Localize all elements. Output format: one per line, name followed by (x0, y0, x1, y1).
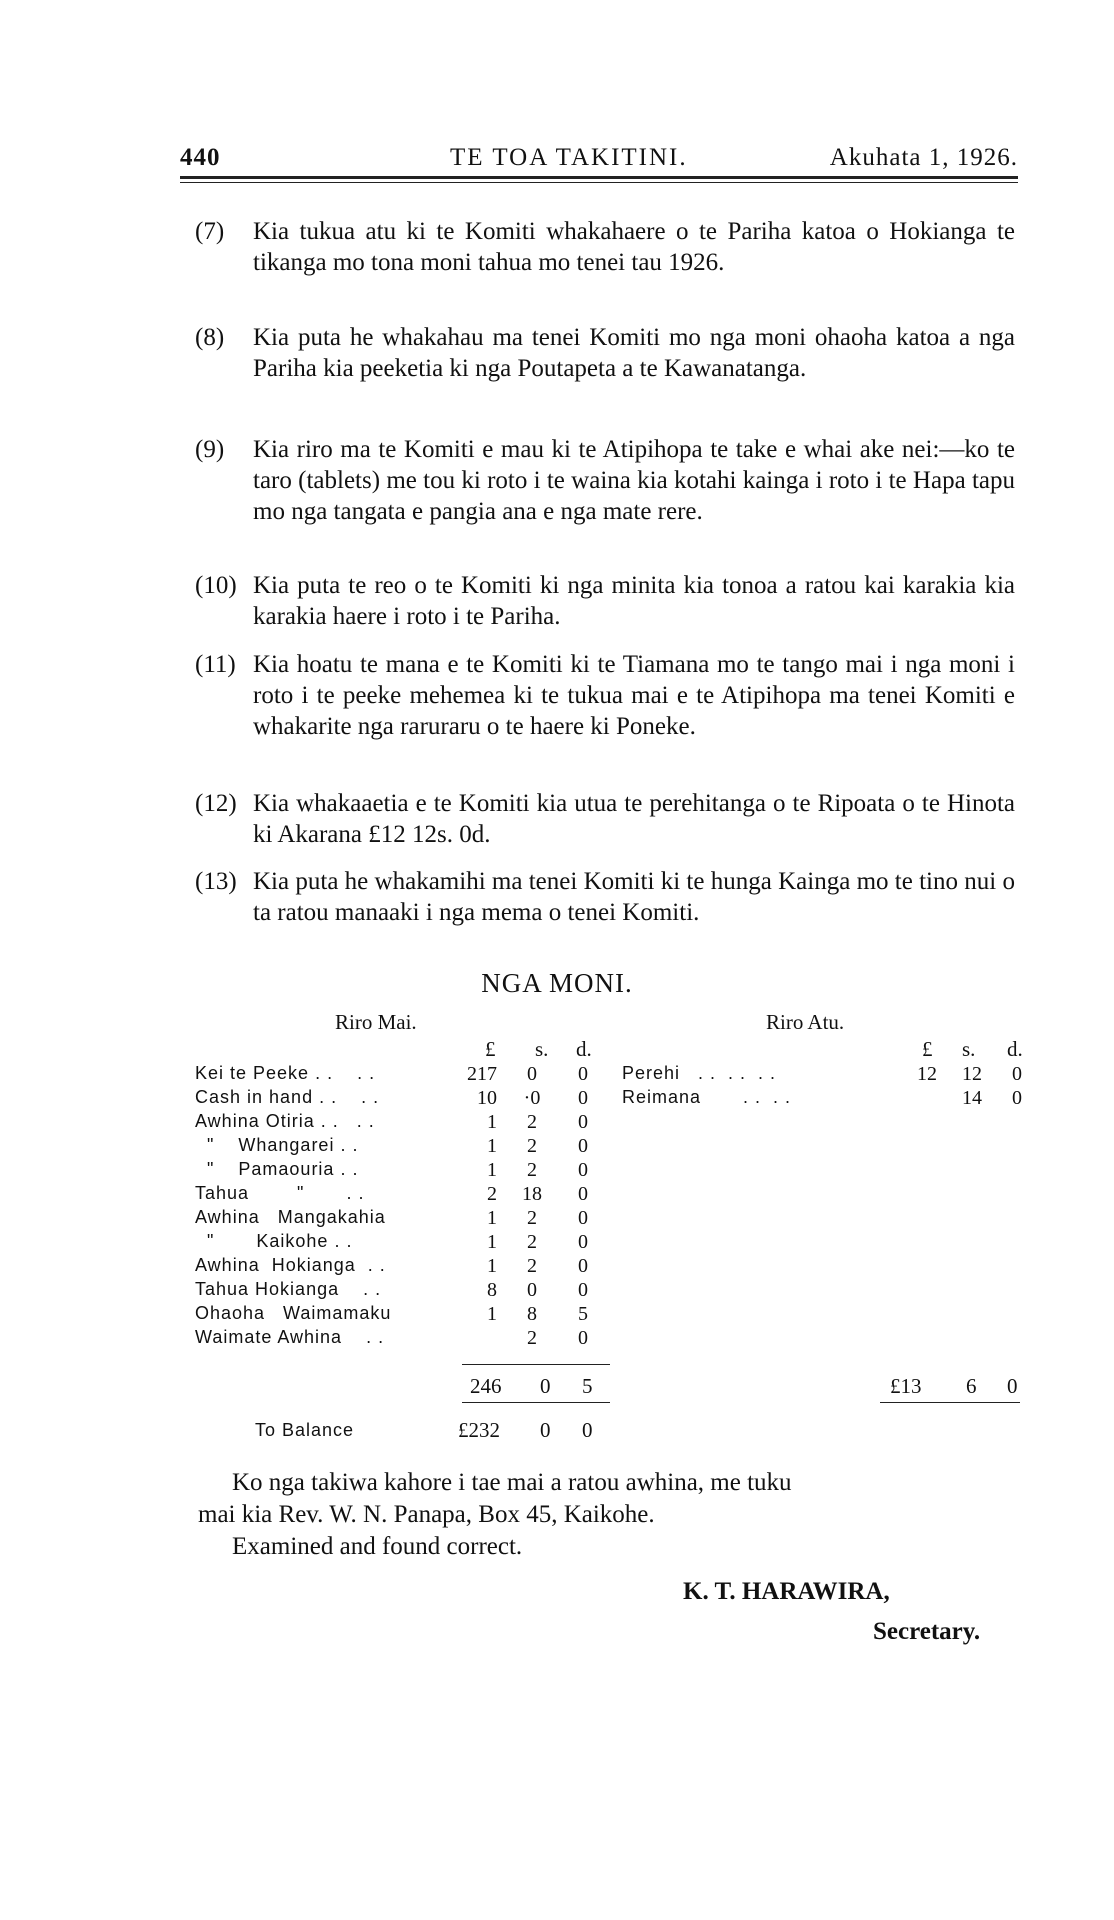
row-shillings: 2 (527, 1135, 537, 1157)
row-pounds: 12 (917, 1063, 937, 1085)
row-label: Awhina Hokianga . . (195, 1255, 386, 1275)
row-pounds: 1 (487, 1303, 497, 1325)
resolution-text: Kia puta te reo o te Komiti ki nga minita kia tonoa a ratou kai karakia kia karakia haere i roto i te Pariha. (253, 572, 1015, 630)
resolution-number: (12) (195, 790, 237, 817)
row-label: " Whangarei . . (195, 1135, 359, 1155)
row-shillings: 2 (527, 1255, 537, 1277)
row-shillings: 0 (527, 1279, 537, 1301)
row-shillings: 2 (527, 1207, 537, 1229)
resolution-text: Kia puta he whakahau ma tenei Komiti mo nga moni ohaoha katoa a nga Pariha kia peeketia ki nga Poutapeta a te Kawanatanga. (253, 324, 1015, 382)
page-number: 440 (180, 144, 221, 171)
row-pounds: 217 (467, 1063, 497, 1085)
resolution-7 (195, 216, 1015, 278)
examined-note: Examined and found correct. (232, 1533, 523, 1560)
row-pounds: 10 (477, 1087, 497, 1109)
row-label: Tahua " . . (195, 1183, 365, 1203)
resolution-13 (195, 866, 1015, 928)
row-pence: 0 (578, 1111, 588, 1133)
page-header (180, 136, 1018, 172)
expense-total-pence: 0 (1007, 1374, 1018, 1398)
income-pound-unit: £ (485, 1037, 496, 1061)
notice-line-1: Ko nga takiwa kahore i tae mai a ratou awhina, me tuku (232, 1469, 792, 1496)
row-pounds: 8 (487, 1279, 497, 1301)
row-shillings: 2 (527, 1111, 537, 1133)
expenditure-heading: Riro Atu. (766, 1010, 845, 1034)
row-label: " Kaikohe . . (195, 1231, 353, 1251)
row-pounds: 2 (487, 1183, 497, 1205)
income-total-pence: 5 (582, 1374, 593, 1398)
income-total-rule (462, 1364, 610, 1365)
resolution-number: (13) (195, 868, 237, 895)
row-shillings: 14 (962, 1087, 982, 1109)
balance-pence: 0 (582, 1418, 593, 1442)
resolution-number: (7) (195, 218, 225, 245)
resolution-8 (195, 322, 1015, 384)
row-label: Tahua Hokianga . . (195, 1279, 382, 1299)
signatory-name: K. T. HARAWIRA, (683, 1578, 890, 1605)
row-label: Awhina Otiria . . . . (195, 1111, 375, 1131)
row-shillings: 18 (522, 1183, 542, 1205)
accounts-title: NGA MONI. (481, 968, 633, 998)
income-pence-unit: d. (576, 1037, 592, 1061)
row-pence: 0 (578, 1327, 588, 1349)
row-pounds: 1 (487, 1135, 497, 1157)
row-pounds: 1 (487, 1255, 497, 1277)
row-shillings: 0 (527, 1063, 537, 1085)
row-shillings: 2 (527, 1327, 537, 1349)
resolution-10 (195, 570, 1015, 632)
row-pence: 0 (1012, 1063, 1022, 1085)
expense-pence-unit: d. (1007, 1037, 1023, 1061)
expense-total-pounds: £13 (890, 1374, 922, 1398)
row-pence: 0 (578, 1159, 588, 1181)
row-shillings: 12 (962, 1063, 982, 1085)
resolution-number: (11) (195, 651, 236, 678)
row-pence: 0 (578, 1063, 588, 1085)
resolution-11 (195, 649, 1015, 742)
expense-total-shillings: 6 (966, 1374, 977, 1398)
header-rule-thin (180, 182, 1018, 183)
resolution-9 (195, 434, 1015, 527)
row-pence: 5 (578, 1303, 588, 1325)
expense-total-underline (880, 1402, 1020, 1403)
row-pounds: 1 (487, 1207, 497, 1229)
row-pence: 0 (578, 1087, 588, 1109)
row-shillings: 2 (527, 1231, 537, 1253)
income-total-pounds: 246 (470, 1374, 502, 1398)
expense-pound-unit: £ (922, 1037, 933, 1061)
resolution-number: (10) (195, 572, 237, 599)
issue-date: Akuhata 1, 1926. (829, 144, 1018, 171)
income-heading: Riro Mai. (335, 1010, 417, 1034)
running-title: TE TOA TAKITINI. (450, 144, 688, 171)
row-pence: 0 (578, 1231, 588, 1253)
row-pence: 0 (578, 1207, 588, 1229)
income-total-shillings: 0 (540, 1374, 551, 1398)
resolution-text: Kia tukua atu ki te Komiti whakahaere o te Pariha katoa o Hokianga te tikanga mo tona moni tahua mo tenei tau 1926. (253, 218, 1015, 276)
resolution-12 (195, 788, 1015, 850)
row-shillings: 2 (527, 1159, 537, 1181)
row-pounds: 1 (487, 1111, 497, 1133)
row-pence: 0 (578, 1183, 588, 1205)
expense-shilling-unit: s. (962, 1037, 976, 1061)
income-total-underline (462, 1402, 610, 1403)
notice-line-2: mai kia Rev. W. N. Panapa, Box 45, Kaikohe. (198, 1501, 655, 1528)
row-label: Perehi . . . . . . (622, 1063, 777, 1083)
row-pounds: 1 (487, 1231, 497, 1253)
row-shillings: ·0 (523, 1087, 541, 1109)
row-label: Waimate Awhina . . (195, 1327, 385, 1347)
row-pence: 0 (578, 1279, 588, 1301)
resolution-number: (8) (195, 324, 225, 351)
resolution-text: Kia puta he whakamihi ma tenei Komiti ki te hunga Kainga mo te tino nui o ta ratou manaaki i nga mema o tenei Komiti. (253, 868, 1015, 926)
row-label: Cash in hand . . . . (195, 1087, 380, 1107)
row-shillings: 8 (527, 1303, 537, 1325)
resolution-text: Kia whakaaetia e te Komiti kia utua te perehitanga o te Ripoata o te Hinota ki Akarana £12 12s. 0d. (253, 790, 1015, 848)
resolution-text: Kia riro ma te Komiti e mau ki te Atipihopa te take e whai ake nei:—ko te taro (tablets) me tou ki roto i te waina kia kotahi kainga i roto i te Hapa tapu mo nga tangata e pangia ana e nga mate rere. (253, 436, 1015, 525)
row-pence: 0 (578, 1135, 588, 1157)
header-rule (180, 176, 1018, 179)
balance-shillings: 0 (540, 1418, 551, 1442)
row-pence: 0 (578, 1255, 588, 1277)
row-label: Ohaoha Waimamaku (195, 1303, 392, 1323)
balance-label: To Balance (255, 1420, 355, 1440)
income-shilling-unit: s. (535, 1037, 549, 1061)
row-label: Awhina Mangakahia (195, 1207, 386, 1227)
row-label: Kei te Peeke . . . . (195, 1063, 376, 1083)
row-pence: 0 (1012, 1087, 1022, 1109)
row-pounds: 1 (487, 1159, 497, 1181)
signatory-role: Secretary. (873, 1618, 981, 1645)
resolution-text: Kia hoatu te mana e te Komiti ki te Tiamana mo te tango mai i nga moni i roto i te peeke mehemea ki te tukua mai e te Atipihopa ma tenei Komiti e whakarite nga raruraru o te haere ki Poneke. (253, 651, 1015, 740)
balance-pounds: £232 (458, 1418, 500, 1442)
resolution-number: (9) (195, 436, 225, 463)
row-label: " Pamaouria . . (195, 1159, 359, 1179)
row-label: Reimana . . . . (622, 1087, 792, 1107)
